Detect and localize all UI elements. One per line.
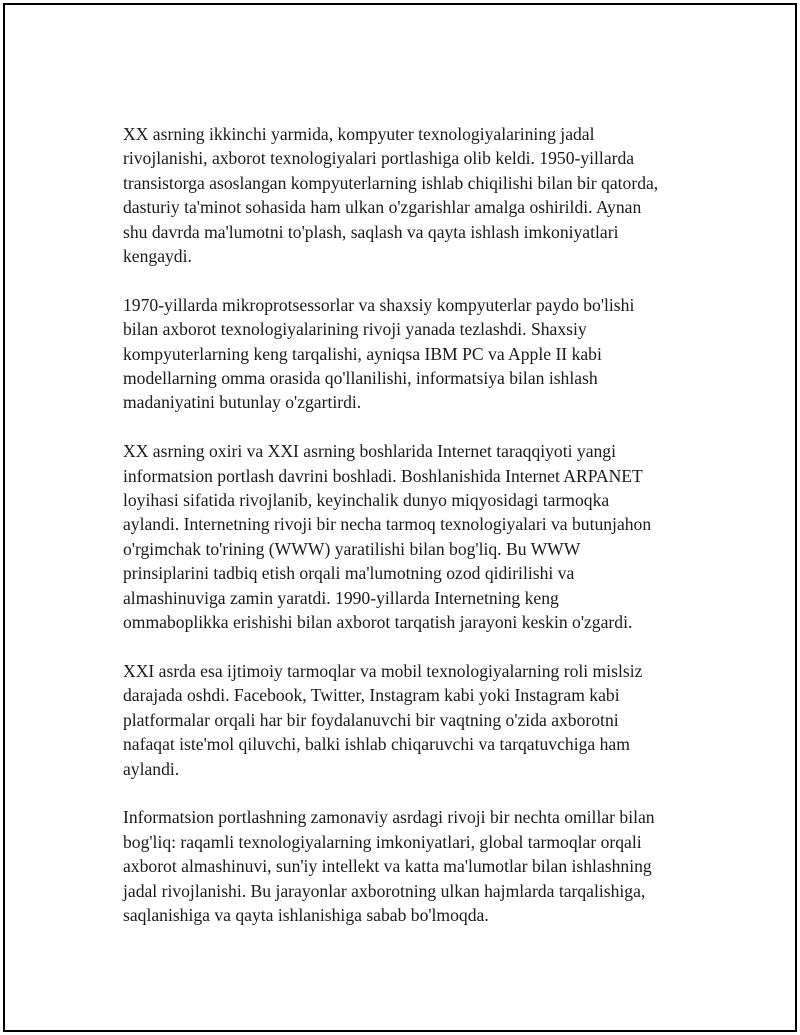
text-line: aylandi.	[123, 758, 180, 779]
text-line: bilan axborot texnologiyalarining rivoji yanada tezlashdi. Shaxsiy	[123, 319, 587, 340]
text-line: platformalar orqali har bir foydalanuvchi bir vaqtning o'zida axborotni	[123, 709, 619, 730]
text-line: informatsion portlash davrini boshladi. Boshlanishida Internet ARPANET	[123, 465, 643, 486]
text-line: bog'liq: raqamli texnologiyalarning imkoniyatlari, global tarmoqlar orqali	[123, 831, 642, 852]
text-line: axborot almashinuvi, sun'iy intellekt va katta ma'lumotlar bilan ishlashning	[123, 856, 652, 877]
text-line: XXI asrda esa ijtimoiy tarmoqlar va mobil texnologiyalarning roli mislsiz	[123, 660, 643, 681]
text-line: Informatsion portlashning zamonaviy asrdagi rivoji bir nechta omillar bilan	[123, 807, 655, 828]
paragraph-3	[123, 439, 683, 634]
paragraph-2	[123, 293, 683, 415]
text-line: transistorga asoslangan kompyuterlarning ishlab chiqilishi bilan bir qatorda,	[123, 172, 659, 193]
text-line: XX asrning oxiri va XXI asrning boshlarida Internet taraqqiyoti yangi	[123, 441, 616, 462]
page-border-frame	[3, 3, 797, 1032]
text-line: darajada oshdi. Facebook, Twitter, Instagram kabi yoki Instagram kabi	[123, 685, 620, 706]
text-line: aylandi. Internetning rivoji bir necha tarmoq texnologiyalari va butunjahon	[123, 514, 652, 535]
text-line: nafaqat iste'mol qiluvchi, balki ishlab chiqaruvchi va tarqatuvchiga ham	[123, 734, 630, 755]
text-line: almashinuviga zamin yaratdi. 1990-yillarda Internetning keng	[123, 587, 559, 608]
text-line: rivojlanishi, axborot texnologiyalari portlashiga olib keldi. 1950-yillarda	[123, 148, 635, 169]
text-line: kengaydi.	[123, 246, 192, 267]
text-line: loyihasi sifatida rivojlanib, keyinchalik dunyo miqyosidagi tarmoqka	[123, 490, 610, 511]
text-line: madaniyatini butunlay o'zgartirdi.	[123, 392, 362, 413]
paragraph-4	[123, 659, 683, 781]
text-line: ommaboplikka erishishi bilan axborot tarqatish jarayoni keskin o'zgardi.	[123, 612, 633, 633]
text-line: shu davrda ma'lumotni to'plash, saqlash va qayta ishlash imkoniyatlari	[123, 221, 619, 242]
text-line: saqlanishiga va qayta ishlanishiga sabab bo'lmoqda.	[123, 904, 489, 925]
text-line: XX asrning ikkinchi yarmida, kompyuter texnologiyalarining jadal	[123, 124, 595, 144]
document-body	[123, 122, 683, 927]
text-line: dasturiy ta'minot sohasida ham ulkan o'zgarishlar amalga oshirildi. Aynan	[123, 197, 642, 218]
text-line: prinsiplarini tadbiq etish orqali ma'lumotning ozod qidirilishi va	[123, 563, 575, 584]
paragraph-1	[123, 122, 683, 268]
text-line: kompyuterlarning keng tarqalishi, ayniqsa IBM PC va Apple II kabi	[123, 343, 602, 364]
text-line: jadal rivojlanishi. Bu jarayonlar axborotning ulkan hajmlarda tarqalishiga,	[123, 880, 646, 901]
paragraph-5	[123, 805, 683, 927]
text-line: modellarning omma orasida qo'llanilishi, informatsiya bilan ishlash	[123, 368, 598, 389]
text-line: 1970-yillarda mikroprotsessorlar va shaxsiy kompyuterlar paydo bo'lishi	[123, 294, 635, 315]
text-line: o'rgimchak to'rining (WWW) yaratilishi bilan bog'liq. Bu WWW	[123, 538, 581, 559]
